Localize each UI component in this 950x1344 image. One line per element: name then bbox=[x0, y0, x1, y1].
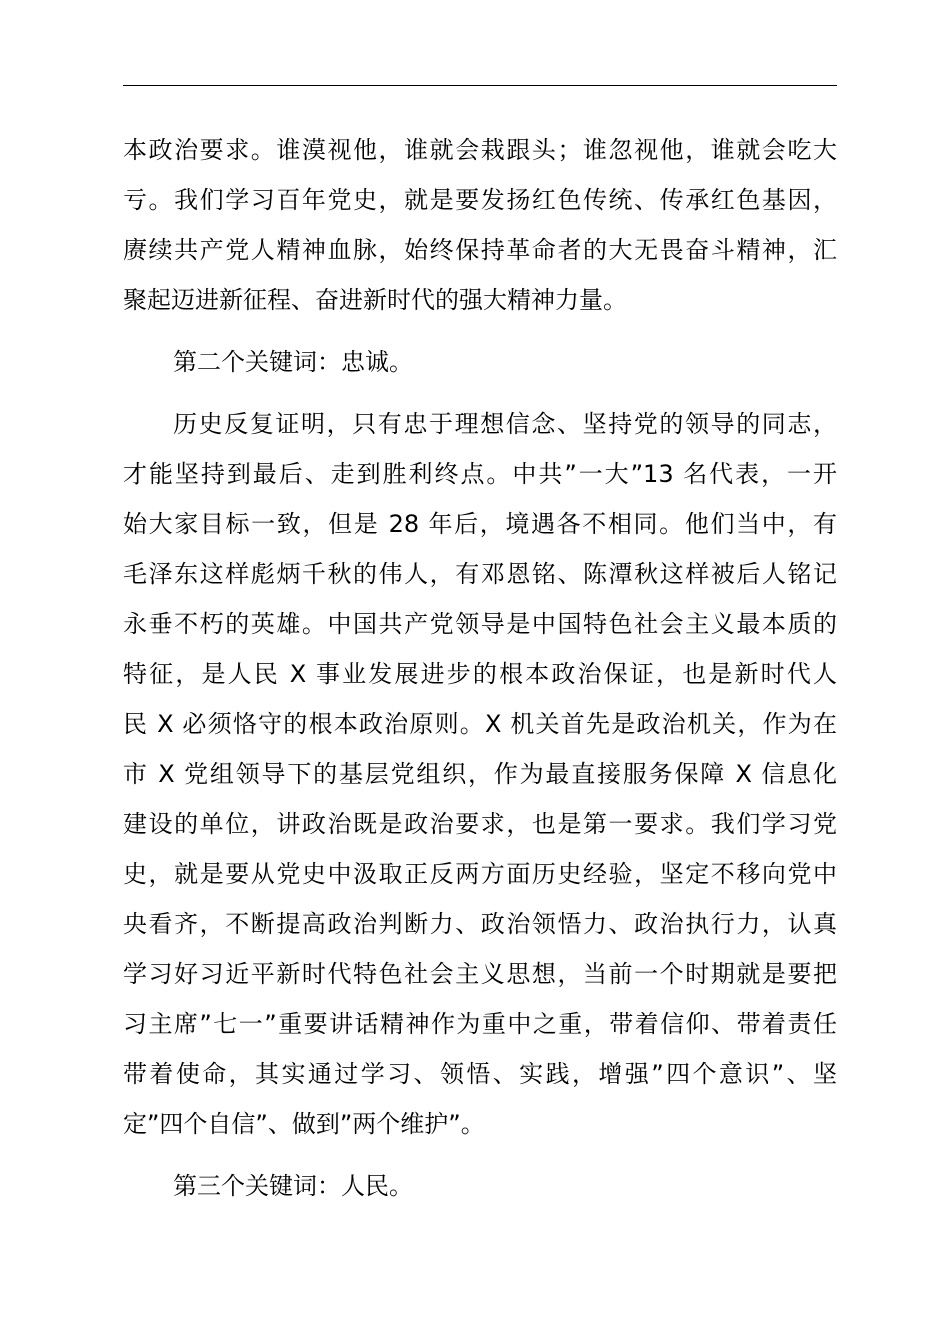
paragraph-line: 习主席”七一”重要讲话精神作为重中之重，带着信仰、带着责任 bbox=[123, 1010, 837, 1038]
paragraph-line: 央看齐，不断提高政治判断力、政治领悟力、政治执行力，认真 bbox=[123, 910, 837, 938]
paragraph-line: 建设的单位，讲政治既是政治要求，也是第一要求。我们学习党 bbox=[123, 810, 837, 838]
paragraph-line: 始大家目标一致，但是 28 年后，境遇各不相同。他们当中，有 bbox=[123, 510, 837, 538]
paragraph-line: 带着使命，其实通过学习、领悟、实践，增强”四个意识”、坚 bbox=[123, 1060, 837, 1088]
paragraph-line: 历史反复证明，只有忠于理想信念、坚持党的领导的同志， bbox=[173, 410, 837, 438]
paragraph-line: 毛泽东这样彪炳千秋的伟人，有邓恩铭、陈潭秋这样被后人铭记 bbox=[123, 560, 837, 588]
section-heading-people: 第三个关键词：人民。 bbox=[173, 1172, 413, 1200]
paragraph-line: 才能坚持到最后、走到胜利终点。中共”一大”13 名代表，一开 bbox=[123, 460, 837, 488]
paragraph-line: 学习好习近平新时代特色社会主义思想，当前一个时期就是要把 bbox=[123, 960, 837, 988]
paragraph-line: 史，就是要从党史中汲取正反两方面历史经验，坚定不移向党中 bbox=[123, 860, 837, 888]
paragraph-line: 民 X 必须恪守的根本政治原则。X 机关首先是政治机关，作为在 bbox=[123, 710, 837, 738]
paragraph-line: 定”四个自信”、做到”两个维护”。 bbox=[123, 1110, 485, 1138]
paragraph-2 bbox=[123, 399, 837, 1149]
paragraph-line: 亏。我们学习百年党史，就是要发扬红色传统、传承红色基因， bbox=[123, 186, 837, 214]
paragraph-line: 赓续共产党人精神血脉，始终保持革命者的大无畏奋斗精神，汇 bbox=[123, 236, 837, 264]
paragraph-line: 特征，是人民 X 事业发展进步的根本政治保证，也是新时代人 bbox=[123, 660, 837, 688]
paragraph-line: 市 X 党组领导下的基层党组织，作为最直接服务保障 X 信息化 bbox=[123, 760, 837, 788]
paragraph-line: 永垂不朽的英雄。中国共产党领导是中国特色社会主义最本质的 bbox=[123, 610, 837, 638]
paragraph-1 bbox=[123, 125, 837, 325]
header-rule bbox=[123, 85, 837, 86]
paragraph-line: 聚起迈进新征程、奋进新时代的强大精神力量。 bbox=[123, 286, 627, 314]
document-body bbox=[123, 125, 837, 1211]
paragraph-line: 本政治要求。谁漠视他，谁就会栽跟头；谁忽视他，谁就会吃大 bbox=[123, 136, 837, 164]
section-heading-loyalty: 第二个关键词：忠诚。 bbox=[173, 348, 413, 376]
